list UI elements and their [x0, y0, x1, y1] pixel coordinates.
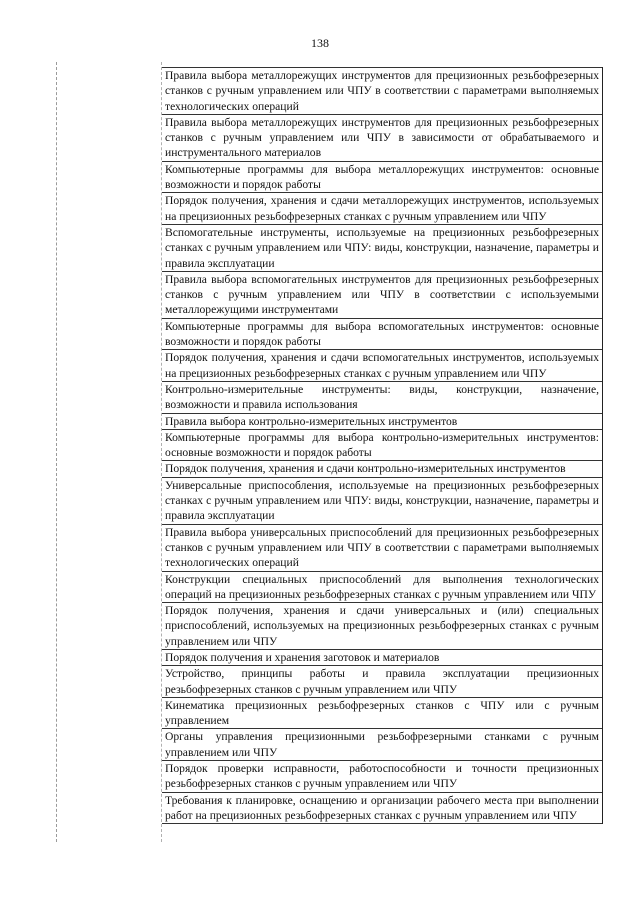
table-row: Вспомогательные инструменты, используемые на прецизионных резьбофрезерных станках с ручным управлением или ЧПУ: виды, конструкции, назначение, параметры и правила эксплуатации: [162, 224, 602, 271]
table-row: Контрольно-измерительные инструменты: виды, конструкции, назначение, возможности и правила использования: [162, 381, 602, 413]
table-row: Правила выбора металлорежущих инструментов для прецизионных резьбофрезерных станков с ручным управлением или ЧПУ в зависимости от обрабатываемого и инструментального материалов: [162, 114, 602, 161]
table-row: Порядок получения и хранения заготовок и материалов: [162, 649, 602, 665]
table-row: Порядок проверки исправности, работоспособности и точности прецизионных резьбофрезерных станков с ручным управлением или ЧПУ: [162, 760, 602, 792]
table-row: Правила выбора металлорежущих инструментов для прецизионных резьбофрезерных станков с ручным управлением или ЧПУ в соответствии с параметрами выполняемых технологических операций: [162, 67, 602, 114]
table-row: Компьютерные программы для выбора контрольно-измерительных инструментов: основные возможности и порядок работы: [162, 429, 602, 461]
table-row: Правила выбора универсальных приспособлений для прецизионных резьбофрезерных станков с ручным управлением или ЧПУ в соответствии с параметрами выполняемых технологических операций: [162, 524, 602, 571]
page-number: 138: [311, 36, 329, 50]
table-row: Компьютерные программы для выбора вспомогательных инструментов: основные возможности и порядок работы: [162, 318, 602, 350]
table-row: Порядок получения, хранения и сдачи вспомогательных инструментов, используемых на прецизионных резьбофрезерных станках с ручным управлением или ЧПУ: [162, 349, 602, 381]
table-row: Требования к планировке, оснащению и организации рабочего места при выполнении работ на прецизионных резьбофрезерных станках с ручным управлением или ЧПУ: [162, 792, 602, 825]
table-row: Порядок получения, хранения и сдачи контрольно-измерительных инструментов: [162, 460, 602, 476]
table-row: Порядок получения, хранения и сдачи универсальных и (или) специальных приспособлений, используемых на прецизионных резьбофрезерных станках с ручным управлением или ЧПУ: [162, 602, 602, 649]
table-row: Правила выбора контрольно-измерительных инструментов: [162, 413, 602, 429]
table-row: Кинематика прецизионных резьбофрезерных станков с ЧПУ или с ручным управлением: [162, 697, 602, 729]
table-row: Конструкции специальных приспособлений для выполнения технологических операций на прецизионных резьбофрезерных станках с ручным управлением или ЧПУ: [162, 571, 602, 603]
table-row: Порядок получения, хранения и сдачи металлорежущих инструментов, используемых на прецизионных резьбофрезерных станках с ручным управлением или ЧПУ: [162, 192, 602, 224]
table-row: Устройство, принципы работы и правила эксплуатации прецизионных резьбофрезерных станков с ручным управлением или ЧПУ: [162, 665, 602, 697]
table-row: Компьютерные программы для выбора металлорежущих инструментов: основные возможности и порядок работы: [162, 161, 602, 193]
table-row: Правила выбора вспомогательных инструментов для прецизионных резьбофрезерных станков с ручным управлением или ЧПУ в соответствии с используемыми металлорежущими инструментами: [162, 271, 602, 318]
table-row: Органы управления прецизионными резьбофрезерными станками с ручным управлением или ЧПУ: [162, 728, 602, 760]
table-rows: [162, 67, 603, 824]
table-left-column: [56, 62, 162, 842]
table-row: Универсальные приспособления, используемые на прецизионных резьбофрезерных станках с ручным управлением или ЧПУ: виды, конструкции, назначение, параметры и правила эксплуатации: [162, 477, 602, 524]
requirements-table: [56, 62, 604, 842]
